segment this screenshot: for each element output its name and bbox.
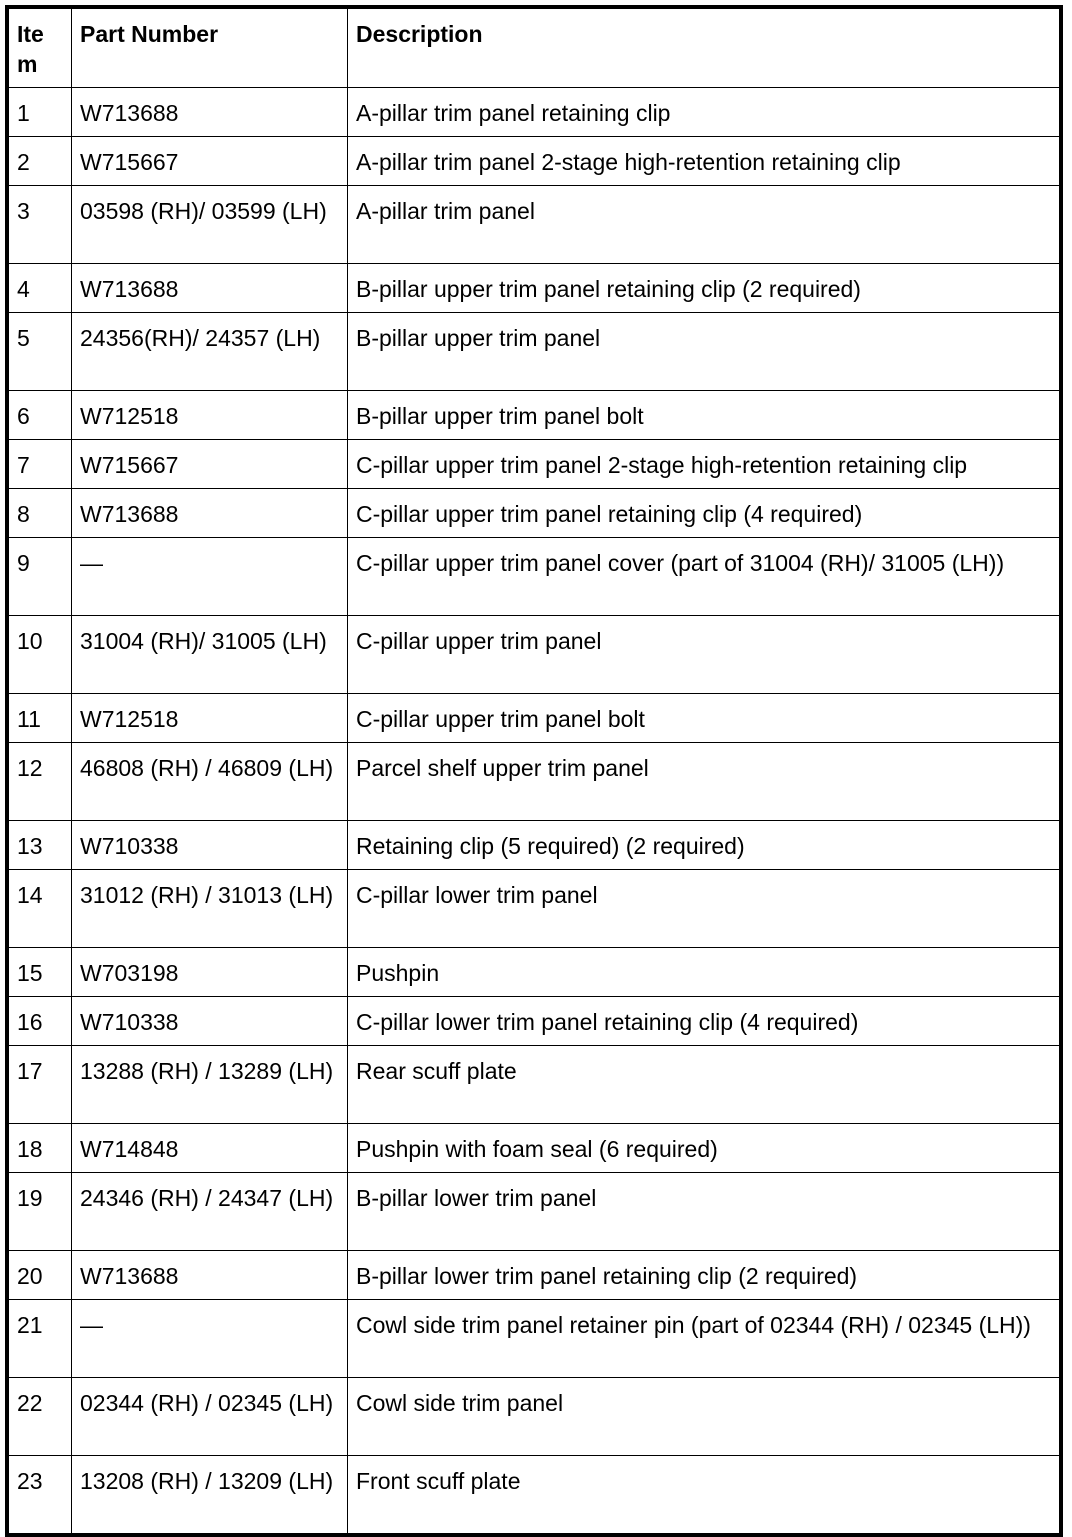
- table-row: [9, 870, 1060, 948]
- cell-item: 23: [9, 1456, 72, 1534]
- table-row: [9, 186, 1060, 264]
- cell-description: C-pillar upper trim panel retaining clip (4 required): [348, 489, 1060, 538]
- cell-description: Cowl side trim panel retainer pin (part of 02344 (RH) / 02345 (LH)): [348, 1300, 1060, 1378]
- cell-part-number: 13208 (RH) / 13209 (LH): [72, 1456, 348, 1534]
- header-row: [9, 9, 1060, 88]
- table-row: [9, 743, 1060, 821]
- cell-item: 17: [9, 1046, 72, 1124]
- header-part-number: Part Number: [72, 9, 348, 88]
- cell-item: 18: [9, 1124, 72, 1173]
- table-row: [9, 948, 1060, 997]
- cell-part-number: W713688: [72, 88, 348, 137]
- table-row: [9, 616, 1060, 694]
- cell-description: Cowl side trim panel: [348, 1378, 1060, 1456]
- table-header: [9, 9, 1060, 88]
- cell-part-number: W712518: [72, 694, 348, 743]
- cell-item: 7: [9, 440, 72, 489]
- cell-part-number: W703198: [72, 948, 348, 997]
- table-row: [9, 440, 1060, 489]
- table-row: [9, 137, 1060, 186]
- table-row: [9, 1456, 1060, 1534]
- cell-item: 16: [9, 997, 72, 1046]
- cell-description: Retaining clip (5 required) (2 required): [348, 821, 1060, 870]
- table-row: [9, 391, 1060, 440]
- cell-description: Parcel shelf upper trim panel: [348, 743, 1060, 821]
- cell-item: 2: [9, 137, 72, 186]
- cell-description: B-pillar upper trim panel: [348, 313, 1060, 391]
- table-row: [9, 1378, 1060, 1456]
- cell-item: 20: [9, 1251, 72, 1300]
- cell-description: C-pillar lower trim panel: [348, 870, 1060, 948]
- cell-description: B-pillar upper trim panel bolt: [348, 391, 1060, 440]
- cell-item: 4: [9, 264, 72, 313]
- cell-part-number: W713688: [72, 1251, 348, 1300]
- table-body: [9, 88, 1060, 1534]
- cell-item: 19: [9, 1173, 72, 1251]
- cell-item: 5: [9, 313, 72, 391]
- cell-part-number: W710338: [72, 821, 348, 870]
- cell-item: 9: [9, 538, 72, 616]
- cell-description: A-pillar trim panel retaining clip: [348, 88, 1060, 137]
- cell-part-number: W715667: [72, 440, 348, 489]
- table-row: [9, 997, 1060, 1046]
- table-row: [9, 1173, 1060, 1251]
- cell-item: 3: [9, 186, 72, 264]
- cell-item: 21: [9, 1300, 72, 1378]
- cell-description: C-pillar upper trim panel bolt: [348, 694, 1060, 743]
- cell-part-number: W713688: [72, 264, 348, 313]
- cell-item: 12: [9, 743, 72, 821]
- cell-part-number: W714848: [72, 1124, 348, 1173]
- cell-part-number: 24356(RH)/ 24357 (LH): [72, 313, 348, 391]
- cell-description: Rear scuff plate: [348, 1046, 1060, 1124]
- cell-item: 6: [9, 391, 72, 440]
- cell-description: C-pillar upper trim panel cover (part of 31004 (RH)/ 31005 (LH)): [348, 538, 1060, 616]
- cell-item: 1: [9, 88, 72, 137]
- cell-description: C-pillar upper trim panel 2-stage high-retention retaining clip: [348, 440, 1060, 489]
- cell-part-number: W715667: [72, 137, 348, 186]
- cell-item: 10: [9, 616, 72, 694]
- cell-part-number: W713688: [72, 489, 348, 538]
- cell-part-number: 31004 (RH)/ 31005 (LH): [72, 616, 348, 694]
- table-row: [9, 313, 1060, 391]
- cell-part-number: 31012 (RH) / 31013 (LH): [72, 870, 348, 948]
- table-row: [9, 489, 1060, 538]
- table-row: [9, 1300, 1060, 1378]
- table-row: [9, 1124, 1060, 1173]
- cell-item: 13: [9, 821, 72, 870]
- header-item: Item: [9, 9, 72, 88]
- cell-description: Pushpin: [348, 948, 1060, 997]
- cell-item: 14: [9, 870, 72, 948]
- cell-part-number: W712518: [72, 391, 348, 440]
- cell-part-number: W710338: [72, 997, 348, 1046]
- cell-part-number: 24346 (RH) / 24347 (LH): [72, 1173, 348, 1251]
- cell-description: A-pillar trim panel: [348, 186, 1060, 264]
- cell-description: Pushpin with foam seal (6 required): [348, 1124, 1060, 1173]
- cell-description: B-pillar lower trim panel retaining clip (2 required): [348, 1251, 1060, 1300]
- table-row: [9, 821, 1060, 870]
- parts-table: [8, 8, 1060, 1534]
- table-row: [9, 1046, 1060, 1124]
- cell-part-number: —: [72, 1300, 348, 1378]
- table-row: [9, 1251, 1060, 1300]
- table-row: [9, 694, 1060, 743]
- cell-part-number: 13288 (RH) / 13289 (LH): [72, 1046, 348, 1124]
- cell-item: 22: [9, 1378, 72, 1456]
- table-row: [9, 88, 1060, 137]
- cell-description: C-pillar lower trim panel retaining clip (4 required): [348, 997, 1060, 1046]
- header-description: Description: [348, 9, 1060, 88]
- cell-part-number: 02344 (RH) / 02345 (LH): [72, 1378, 348, 1456]
- cell-description: Front scuff plate: [348, 1456, 1060, 1534]
- cell-item: 11: [9, 694, 72, 743]
- cell-part-number: 03598 (RH)/ 03599 (LH): [72, 186, 348, 264]
- table-row: [9, 264, 1060, 313]
- cell-item: 15: [9, 948, 72, 997]
- cell-description: C-pillar upper trim panel: [348, 616, 1060, 694]
- cell-item: 8: [9, 489, 72, 538]
- cell-description: B-pillar upper trim panel retaining clip (2 required): [348, 264, 1060, 313]
- cell-description: A-pillar trim panel 2-stage high-retention retaining clip: [348, 137, 1060, 186]
- table-row: [9, 538, 1060, 616]
- cell-part-number: —: [72, 538, 348, 616]
- cell-part-number: 46808 (RH) / 46809 (LH): [72, 743, 348, 821]
- cell-description: B-pillar lower trim panel: [348, 1173, 1060, 1251]
- parts-table-frame: [5, 5, 1063, 1537]
